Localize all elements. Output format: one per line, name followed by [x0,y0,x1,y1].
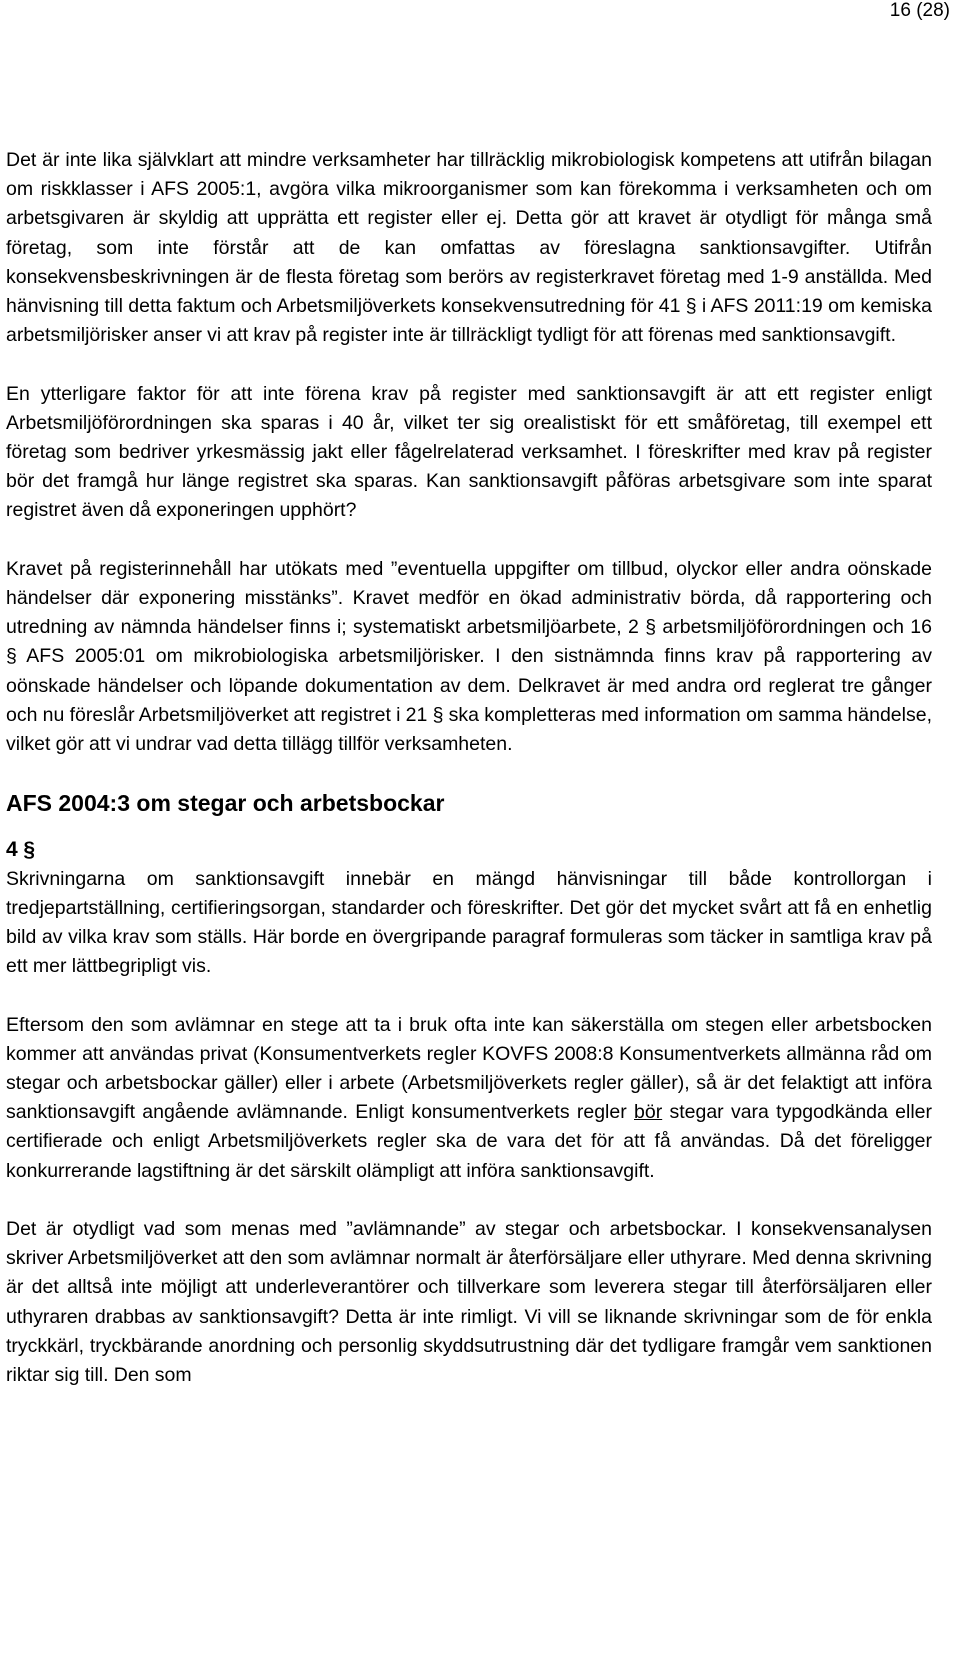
section-heading: AFS 2004:3 om stegar och arbetsbockar [6,790,445,817]
section-label: 4 § [6,838,35,862]
paragraph-avlamnande: Det är otydligt vad som menas med ”avlämnande” av stegar och arbetsbockar. I konsekvensanalysen skriver Arbetsmiljöverket att den som avlämnar normalt är återförsäljare eller uthyrare. Med denna skrivning är det alltså inte möjligt att underleverantörer och tillverkare som leverera stegar till återförsäljaren eller uthyraren drabbas av sanktionsavgift? Detta är inte rimligt. Vi vill se liknande skrivningar som de för enkla tryckkärl, tryckbärande anordning och personlig skyddsutrustning där det tydligare framgår vem sanktionen riktar sig till. Den som [6,1218,932,1387]
paragraph-private-use-text-1: Eftersom den som avlämnar en stege att ta i bruk ofta inte kan säkerställa om stegen eller arbetsbocken kommer att användas privat (Konsumentverkets regler KOVFS 2008:8 Konsumentverkets allmänna råd om stegar och arbetsbockar gäller) eller i arbete (Arbetsmiljöverkets regler gäller), så är det felaktigt att införa sanktionsavgift angående avlämnande. Enligt konsumentverkets regler [6,1013,932,1124]
paragraph-private-use [6,1011,932,1186]
paragraph-private-use-text-2: stegar vara typgodkända eller certifierade och enligt Arbetsmiljöverkets regler ska de vara det för att få användas. Då det föreligger konkurrerande lagstiftning är det särskilt olämpligt att införa sanktionsavgift. [6,1101,932,1182]
paragraph-register-competence: Det är inte lika självklart att mindre verksamheter har tillräcklig mikrobiologisk kompetens att utifrån bilagan om riskklasser i AFS 2005:1, avgöra vilka mikroorganismer som kan förekomma i verksamheten och om arbetsgivaren är skyldig att upprätta ett register eller ej. Detta gör att kravet är otydligt för många små företag, som inte förstår att de kan omfattas av föreslagna sanktionsavgifter. Utifrån konsekvensbeskrivningen är de flesta företag som berörs av registerkravet företag med 1-9 anställda. Med hänvisning till detta faktum och Arbetsmiljöverkets konsekvensutredning för 41 § i AFS 2011:19 om kemiska arbetsmiljörisker anser vi att krav på register inte är tillräckligt tydligt för att förenas med sanktionsavgift. [6,149,932,347]
paragraph-section-4 [6,835,932,981]
paragraph-register-content: Kravet på registerinnehåll har utökats med ”eventuella uppgifter om tillbud, olyckor eller andra oönskade händelser där exponering misstänks”. Kravet medför en ökad administrativ börda, då rapportering och utredning av nämnda händelser finns i; systematiskt arbetsmiljöarbete, 2 § arbetsmiljöförordningen och 16 § AFS 2005:01 om mikrobiologiska arbetsmiljörisker. I den sistnämnda finns krav på rapportering av oönskade händelser och löpande dokumentation av dem. Delkravet är med andra ord reglerat tre gånger och nu föreslår Arbetsmiljöverket att registret i 21 § ska kompletteras med information om samma händelse, vilket gör att vi undrar vad detta tillägg tillför verksamheten. [6,557,932,756]
underlined-word: bör [634,1101,663,1124]
document-body [6,146,932,1419]
paragraph-register-retention: En ytterligare faktor för att inte förena krav på register med sanktionsavgift är att ett register enligt Arbetsmiljöförordningen ska sparas i 40 år, vilket ter sig orealistiskt för ett småföretag, till exempel ett företag som bedriver yrkesmässig jakt eller fågelrelaterad verksamhet. I föreskrifter med krav på register bör det framgå hur länge registret ska sparas. Kan sanktionsavgift påföras arbetsgivare som inte sparat registret även då exponeringen upphört? [6,382,932,522]
page-number: 16 (28) [889,0,950,21]
paragraph-section-4-text: Skrivningarna om sanktionsavgift innebär en mängd hänvisningar till både kontrollorgan i tredjepartställning, certifieringsorgan, standarder och föreskrifter. Det gör det mycket svårt att få en enhetlig bild av vilka krav som ställs. Här borde en övergripande paragraf formuleras som täcker in samtliga krav på ett mer lättbegripligt vis. [6,867,932,978]
